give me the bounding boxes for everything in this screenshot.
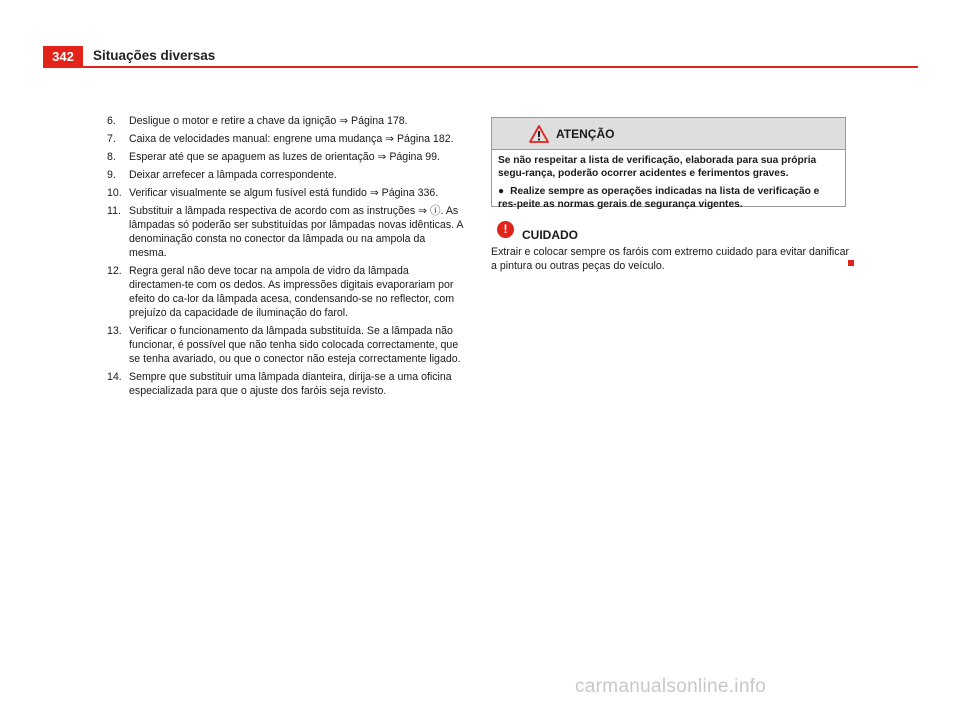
step-text: Verificar visualmente se algum fusível está fundido ⇒ Página 336. — [129, 187, 439, 199]
bullet-icon: ● — [498, 186, 505, 197]
page-number: 342 — [43, 46, 83, 67]
section-end-marker — [848, 260, 854, 266]
step-number: 6. — [107, 115, 116, 127]
step-text: Regra geral não deve tocar na ampola de vidro da lâmpada directamen-te com os dedos. As impressões digitais evaporariam por efeito do ca-lor da lâmpada acesa, condensando-se no reflector, com prejuízo da capacidade de iluminação do farol. — [129, 265, 455, 319]
step-number: 8. — [107, 151, 116, 163]
step-number: 12. — [107, 265, 122, 277]
warning-box — [491, 117, 846, 210]
list-item — [107, 370, 465, 398]
step-text: Desligue o motor e retire a chave da ignição ⇒ Página 178. — [129, 115, 408, 127]
step-number: 10. — [107, 187, 122, 199]
list-item — [107, 324, 465, 366]
list-item — [107, 132, 465, 146]
exclamation-circle-icon: ! — [497, 221, 514, 238]
step-number: 11. — [107, 205, 121, 217]
list-item — [107, 114, 465, 128]
step-text: Caixa de velocidades manual: engrene uma mudança ⇒ Página 182. — [129, 133, 454, 145]
warning-triangle-icon — [529, 125, 549, 143]
warning-title: ATENÇÃO — [556, 127, 615, 141]
step-text: Substituir a lâmpada respectiva de acordo com as instruções ⇒ ⓘ. As lâmpadas só poderão ser substituídas por lâmpadas novas idênticas. A denominação consta no conector da lâmpada ou na ampola da mesma. — [129, 205, 463, 259]
instruction-list — [107, 114, 465, 402]
watermark: carmanualsonline.info — [575, 676, 767, 697]
step-number: 14. — [107, 371, 122, 383]
step-number: 7. — [107, 133, 116, 145]
caution-title: CUIDADO — [522, 228, 578, 242]
warning-paragraph: Se não respeitar a lista de verificação, elaborada para sua própria segu-rança, poderão ocorrer acidentes e ferimentos graves. — [498, 155, 817, 179]
step-text: Esperar até que se apaguem as luzes de orientação ⇒ Página 99. — [129, 151, 441, 163]
list-item — [107, 168, 465, 182]
warning-body — [492, 150, 845, 220]
warning-bullet-item — [498, 185, 839, 211]
step-text: Sempre que substituir uma lâmpada dianteira, dirija-se a uma oficina especializada para que o ajuste dos faróis seja revisto. — [129, 371, 452, 397]
step-number: 9. — [107, 169, 116, 181]
step-text: Verificar o funcionamento da lâmpada substituída. Se a lâmpada não funcionar, é possível que não tenha sido colocada correctamente, que se tenha avariado, ou que o conector não esteja correctamente ligado. — [129, 325, 461, 365]
caution-text: Extrair e colocar sempre os faróis com extremo cuidado para evitar danificar a pintura ou outras peças do veículo. — [491, 246, 849, 272]
header-divider — [43, 66, 918, 68]
warning-header — [492, 118, 845, 150]
section-title: Situações diversas — [93, 48, 216, 63]
list-item — [107, 264, 465, 320]
list-item — [107, 186, 465, 200]
caution-header — [497, 221, 697, 245]
step-number: 13. — [107, 325, 122, 337]
step-text: Deixar arrefecer a lâmpada correspondente. — [129, 169, 337, 181]
list-item — [107, 150, 465, 164]
warning-bullet-text: Realize sempre as operações indicadas na lista de verificação e res-peite as normas gerais de segurança vigentes. — [498, 186, 820, 210]
list-item — [107, 204, 465, 260]
